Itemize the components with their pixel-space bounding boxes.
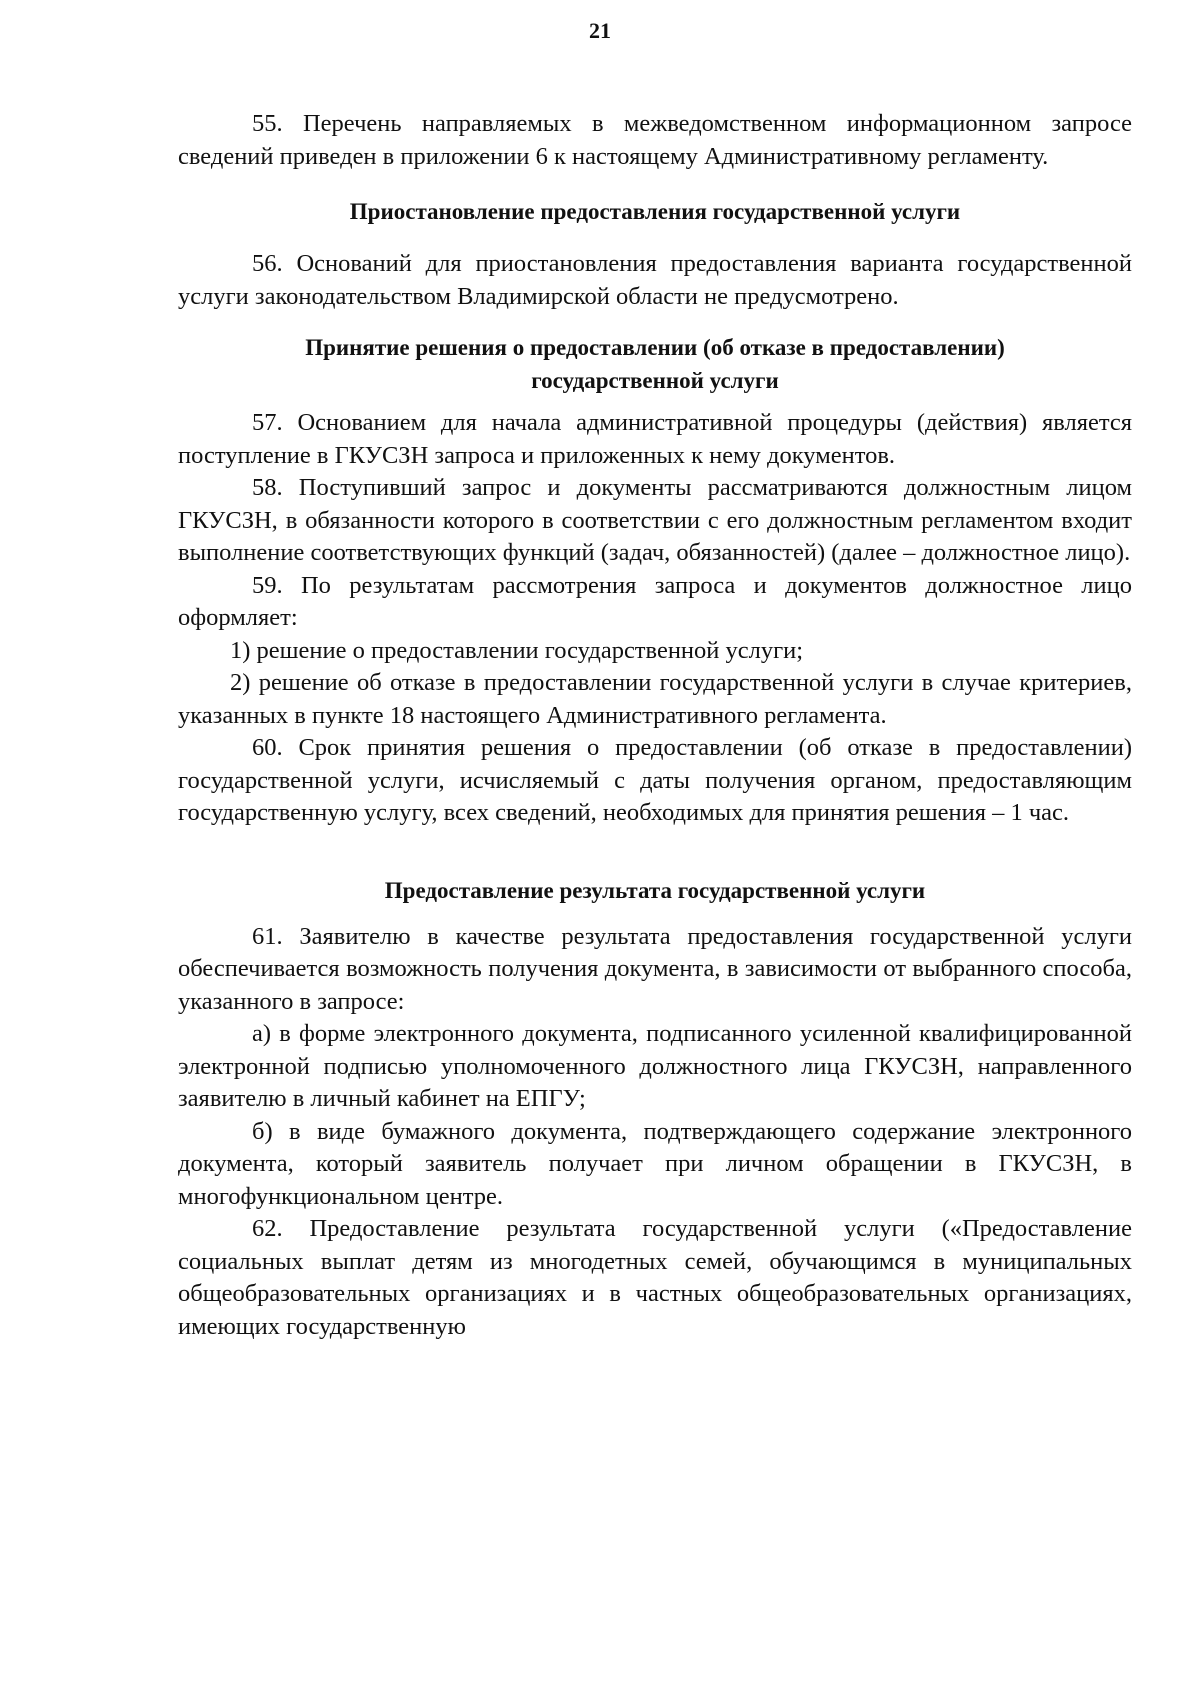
document-body [178, 108, 1132, 1343]
paragraph-60: 60. Срок принятия решения о предоставлении (об отказе в предоставлении) государственной услуги, исчисляемый с даты получения органом, предоставляющим государственную услугу, всех сведений, необходимых для принятия решения – 1 час. [178, 734, 1132, 826]
paragraph-57: 57. Основанием для начала административной процедуры (действия) является поступление в ГКУСЗН запроса и приложенных к нему документов. [178, 409, 1132, 469]
section-heading-decision-line-2: государственной услуги [531, 368, 779, 393]
paragraph-61-item-a: а) в форме электронного документа, подписанного усиленной квалифицированной электронной подписью уполномоченного должностного лица ГКУСЗН, направленного заявителю в личный кабинет на ЕПГУ; [178, 1020, 1132, 1112]
section-heading-suspension: Приостановление предоставления государственной услуги [349, 199, 961, 224]
section-heading-result: Предоставление результата государственной услуги [384, 877, 926, 903]
paragraph-59: 59. По результатам рассмотрения запроса и документов должностное лицо оформляет: [178, 571, 1132, 631]
paragraph-62: 62. Предоставление результата государственной услуги («Предоставление социальных выплат детям из многодетных семей, обучающимся в муниципальных общеобразовательных организациях и в частных общеобразовательных организациях, имеющих государственную [178, 1215, 1132, 1340]
paragraph-59-item-1: 1) решение о предоставлении государственной услуги; [230, 636, 804, 664]
paragraph-56: 56. Оснований для приостановления предоставления варианта государственной услуги законодательством Владимирской области не предусмотрено. [178, 250, 1132, 310]
paragraph-58: 58. Поступивший запрос и документы рассматриваются должностным лицом ГКУСЗН, в обязанности которого в соответствии с его должностным регламентом входит выполнение соответствующих функций (задач, обязанностей) (далее – должностное лицо). [178, 474, 1132, 566]
paragraph-59-item-2: 2) решение об отказе в предоставлении государственной услуги в случае критериев, указанных в пункте 18 настоящего Административного регламента. [178, 669, 1132, 729]
section-heading-decision-line-1: Принятие решения о предоставлении (об отказе в предоставлении) [305, 335, 1005, 360]
paragraph-61: 61. Заявителю в качестве результата предоставления государственной услуги обеспечивается возможность получения документа, в зависимости от выбранного способа, указанного в запросе: [178, 922, 1132, 1015]
paragraph-55: 55. Перечень направляемых в межведомственном информационном запросе сведений приведен в приложении 6 к настоящему Административному регламенту. [178, 110, 1132, 170]
page-number: 21 [589, 18, 611, 43]
paragraph-61-item-b: б) в виде бумажного документа, подтверждающего содержание электронного документа, который заявитель получает при личном обращении в ГКУСЗН, в многофункциональном центре. [178, 1117, 1132, 1210]
